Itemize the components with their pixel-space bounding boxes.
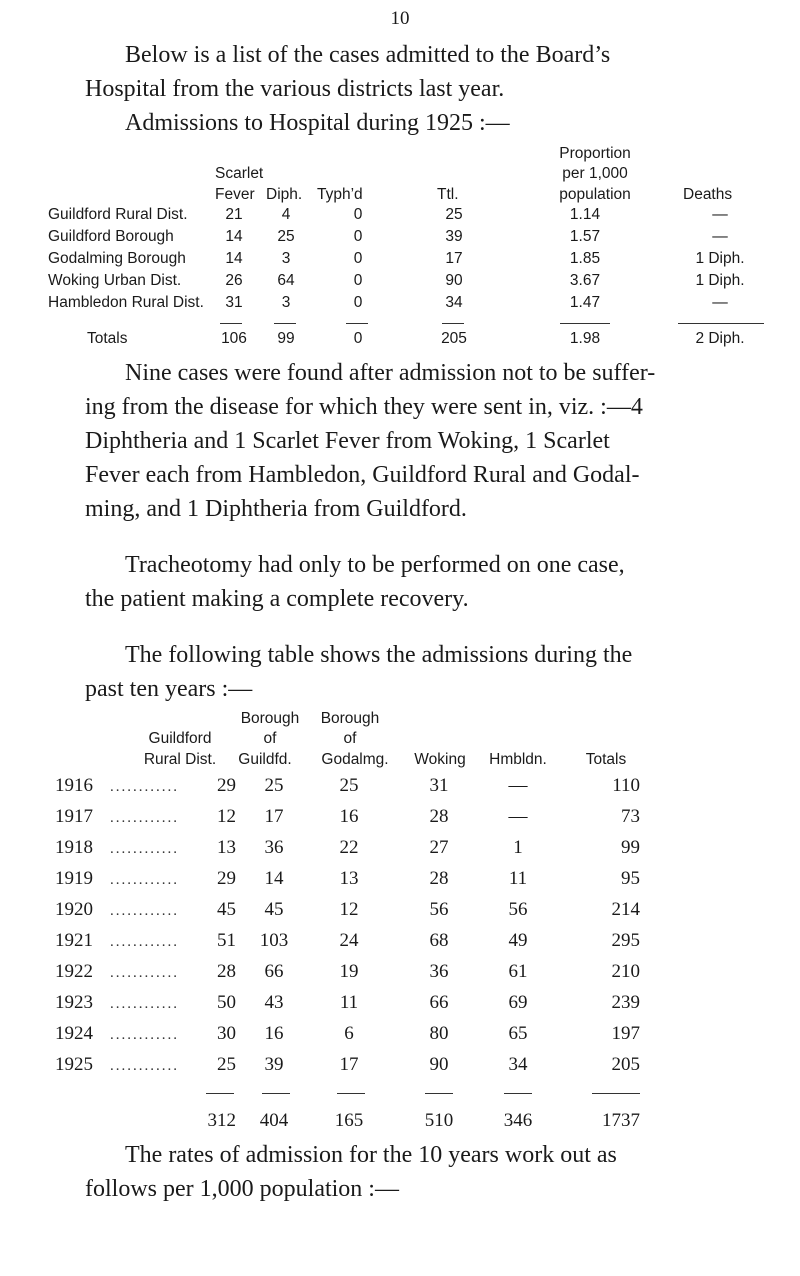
intro-line-1: Below is a list of the cases admitted to the Board’s <box>125 42 611 68</box>
year-label: 1921 <box>55 930 93 951</box>
leader-dots: ............ <box>110 996 179 1012</box>
hambledon-cell: 11 <box>508 868 528 889</box>
total-rule <box>425 1093 453 1094</box>
leader-dots: ............ <box>110 903 179 919</box>
district-label: Godalming Borough <box>48 250 186 267</box>
godalming-cell: 13 <box>339 868 359 889</box>
prop-cell: 1.57 <box>569 228 601 245</box>
guildford-borough-cell: 39 <box>264 1054 284 1075</box>
totals-cell: 95 <box>621 868 640 889</box>
typh-cell: 0 <box>353 272 363 289</box>
deaths-cell: 1 Diph. <box>695 250 745 267</box>
deaths-cell: — <box>712 206 728 223</box>
scarlet-cell: 14 <box>225 250 243 267</box>
header-rural-dist: Rural Dist. <box>143 751 217 768</box>
header-per-1000: per 1,000 <box>562 165 628 182</box>
total-rule <box>206 1093 234 1094</box>
header-ttl: Ttl. <box>437 186 459 203</box>
guildford-borough-cell: 103 <box>259 930 289 951</box>
guildford-rural-cell: 45 <box>217 899 236 920</box>
year-label: 1919 <box>55 868 93 889</box>
leader-dots: ............ <box>110 934 179 950</box>
deaths-cell: 1 Diph. <box>695 272 745 289</box>
leader-dots: ............ <box>110 1058 179 1074</box>
leader-dots: ............ <box>110 872 179 888</box>
diph-cell: 64 <box>277 272 295 289</box>
totals-cell: 197 <box>611 1023 640 1044</box>
totals-cell: 214 <box>611 899 640 920</box>
typh-cell: 0 <box>353 228 363 245</box>
nine-cases-line-1: Nine cases were found after admission not to be suffer- <box>125 360 656 386</box>
hambledon-cell: — <box>508 806 528 827</box>
prop-total: 1.98 <box>569 330 601 347</box>
totals-cell: 99 <box>621 837 640 858</box>
prop-cell: 3.67 <box>569 272 601 289</box>
district-label: Hambledon Rural Dist. <box>48 294 204 311</box>
scarlet-cell: 14 <box>225 228 243 245</box>
leader-dots: ............ <box>110 779 179 795</box>
ttl-total: 205 <box>441 330 467 347</box>
guildford-borough-cell: 45 <box>264 899 284 920</box>
intro-line-3: Admissions to Hospital during 1925 :— <box>125 110 510 136</box>
hambledon-cell: — <box>508 775 528 796</box>
year-label: 1922 <box>55 961 93 982</box>
woking-cell: 36 <box>429 961 449 982</box>
ttl-cell: 25 <box>445 206 463 223</box>
intro-line-2: Hospital from the various districts last year. <box>85 76 505 102</box>
page-number: 10 <box>390 8 410 29</box>
woking-cell: 28 <box>429 806 449 827</box>
leader-dots: ............ <box>110 810 179 826</box>
total-rule <box>274 323 296 324</box>
year-label: 1923 <box>55 992 93 1013</box>
diph-cell: 3 <box>281 250 291 267</box>
scarlet-cell: 21 <box>225 206 243 223</box>
total-rule <box>346 323 368 324</box>
nine-cases-line-5: ming, and 1 Diphtheria from Guildford. <box>85 496 467 522</box>
guildford-borough-cell: 25 <box>264 775 284 796</box>
guildford-borough-cell: 16 <box>264 1023 284 1044</box>
year-label: 1918 <box>55 837 93 858</box>
godalming-cell: 16 <box>339 806 359 827</box>
nine-cases-line-4: Fever each from Hambledon, Guildford Rural and Godal- <box>85 462 640 488</box>
guildford-borough-cell: 43 <box>264 992 284 1013</box>
woking-cell: 68 <box>429 930 449 951</box>
totals-cell: 73 <box>621 806 640 827</box>
diph-total: 99 <box>277 330 295 347</box>
header-godalmg: Godalmg. <box>321 751 389 768</box>
total-rule <box>442 323 464 324</box>
prop-cell: 1.85 <box>569 250 601 267</box>
total-rule <box>592 1093 640 1094</box>
ttl-cell: 39 <box>445 228 463 245</box>
typh-cell: 0 <box>353 250 363 267</box>
header-fever: Fever <box>215 186 255 203</box>
deaths-cell: — <box>712 294 728 311</box>
guildford-rural-cell: 13 <box>217 837 236 858</box>
total-rule <box>504 1093 532 1094</box>
header-borough-2: Borough <box>320 710 380 727</box>
total-rule <box>560 323 610 324</box>
district-label: Guildford Rural Dist. <box>48 206 188 223</box>
leader-dots: ............ <box>110 965 179 981</box>
scarlet-total: 106 <box>221 330 247 347</box>
totals-label: Totals <box>87 330 128 347</box>
guildford-rural-cell: 29 <box>217 775 236 796</box>
guildford-borough-cell: 36 <box>264 837 284 858</box>
godalming-cell: 25 <box>339 775 359 796</box>
hambledon-total: 346 <box>503 1110 533 1131</box>
header-typhd: Typh’d <box>317 186 363 203</box>
header-proportion: Proportion <box>559 145 631 162</box>
hambledon-cell: 56 <box>508 899 528 920</box>
guildford-borough-cell: 66 <box>264 961 284 982</box>
guildford-borough-cell: 14 <box>264 868 284 889</box>
year-label: 1916 <box>55 775 93 796</box>
guildford-borough-cell: 17 <box>264 806 284 827</box>
year-label: 1917 <box>55 806 93 827</box>
ttl-cell: 90 <box>445 272 463 289</box>
totals-cell: 205 <box>611 1054 640 1075</box>
guildford-rural-cell: 51 <box>217 930 236 951</box>
header-guildfd: Guildfd. <box>238 751 292 768</box>
guildford-rural-total: 312 <box>207 1110 236 1131</box>
diph-cell: 25 <box>277 228 295 245</box>
guildford-rural-cell: 30 <box>217 1023 236 1044</box>
header-borough-1: Borough <box>240 710 300 727</box>
header-scarlet: Scarlet <box>215 165 264 182</box>
leader-dots: ............ <box>110 1027 179 1043</box>
godalming-cell: 24 <box>339 930 359 951</box>
totals-cell: 110 <box>612 775 640 796</box>
prop-cell: 1.47 <box>569 294 601 311</box>
godalming-cell: 11 <box>339 992 359 1013</box>
following-line-2: past ten years :— <box>85 676 253 702</box>
header-woking: Woking <box>414 751 466 768</box>
tracheotomy-line-1: Tracheotomy had only to be performed on one case, <box>125 552 625 578</box>
year-label: 1920 <box>55 899 93 920</box>
hambledon-cell: 1 <box>513 837 523 858</box>
totals-cell: 239 <box>611 992 640 1013</box>
rates-line-2: follows per 1,000 population :— <box>85 1176 399 1202</box>
total-rule <box>678 323 764 324</box>
total-rule <box>262 1093 290 1094</box>
total-rule <box>337 1093 365 1094</box>
hambledon-cell: 34 <box>508 1054 528 1075</box>
hambledon-cell: 65 <box>508 1023 528 1044</box>
header-hmbldn: Hmbldn. <box>489 751 547 768</box>
nine-cases-line-2: ing from the disease for which they were sent in, viz. :—4 <box>85 394 643 420</box>
year-label: 1924 <box>55 1023 93 1044</box>
header-deaths: Deaths <box>683 186 733 203</box>
woking-cell: 80 <box>429 1023 449 1044</box>
woking-cell: 27 <box>429 837 449 858</box>
header-population: population <box>559 186 631 203</box>
guildford-rural-cell: 25 <box>217 1054 236 1075</box>
woking-total: 510 <box>424 1110 454 1131</box>
year-label: 1925 <box>55 1054 93 1075</box>
hambledon-cell: 61 <box>508 961 528 982</box>
typh-cell: 0 <box>353 206 363 223</box>
hambledon-cell: 69 <box>508 992 528 1013</box>
district-label: Woking Urban Dist. <box>48 272 182 289</box>
nine-cases-line-3: Diphtheria and 1 Scarlet Fever from Woking, 1 Scarlet <box>85 428 610 454</box>
totals-cell: 295 <box>611 930 640 951</box>
woking-cell: 56 <box>429 899 449 920</box>
hambledon-cell: 49 <box>508 930 528 951</box>
prop-cell: 1.14 <box>569 206 601 223</box>
guildford-rural-cell: 29 <box>217 868 236 889</box>
diph-cell: 4 <box>281 206 291 223</box>
totals-cell: 210 <box>611 961 640 982</box>
header-diph: Diph. <box>266 186 303 203</box>
deaths-total: 2 Diph. <box>695 330 745 347</box>
godalming-cell: 17 <box>339 1054 359 1075</box>
godalming-cell: 12 <box>339 899 359 920</box>
total-rule <box>220 323 242 324</box>
godalming-cell: 22 <box>339 837 359 858</box>
following-line-1: The following table shows the admissions during the <box>125 642 633 668</box>
ttl-cell: 34 <box>445 294 463 311</box>
guildford-rural-cell: 12 <box>217 806 236 827</box>
header-totals: Totals <box>585 751 627 768</box>
header-of-1: of <box>263 730 277 747</box>
godalming-total: 165 <box>334 1110 364 1131</box>
woking-cell: 66 <box>429 992 449 1013</box>
leader-dots: ............ <box>110 841 179 857</box>
district-label: Guildford Borough <box>48 228 174 245</box>
scarlet-cell: 31 <box>225 294 243 311</box>
rates-line-1: The rates of admission for the 10 years work out as <box>125 1142 617 1168</box>
guildford-rural-cell: 28 <box>217 961 236 982</box>
woking-cell: 90 <box>429 1054 449 1075</box>
godalming-cell: 19 <box>339 961 359 982</box>
grand-total: 1737 <box>602 1110 640 1131</box>
typh-cell: 0 <box>353 294 363 311</box>
typh-total: 0 <box>353 330 363 347</box>
godalming-cell: 6 <box>344 1023 354 1044</box>
woking-cell: 28 <box>429 868 449 889</box>
woking-cell: 31 <box>429 775 449 796</box>
guildford-borough-total: 404 <box>259 1110 289 1131</box>
scarlet-cell: 26 <box>225 272 243 289</box>
header-of-2: of <box>343 730 357 747</box>
tracheotomy-line-2: the patient making a complete recovery. <box>85 586 469 612</box>
diph-cell: 3 <box>281 294 291 311</box>
deaths-cell: — <box>712 228 728 245</box>
header-guildford: Guildford <box>148 730 212 747</box>
guildford-rural-cell: 50 <box>217 992 236 1013</box>
ttl-cell: 17 <box>445 250 463 267</box>
